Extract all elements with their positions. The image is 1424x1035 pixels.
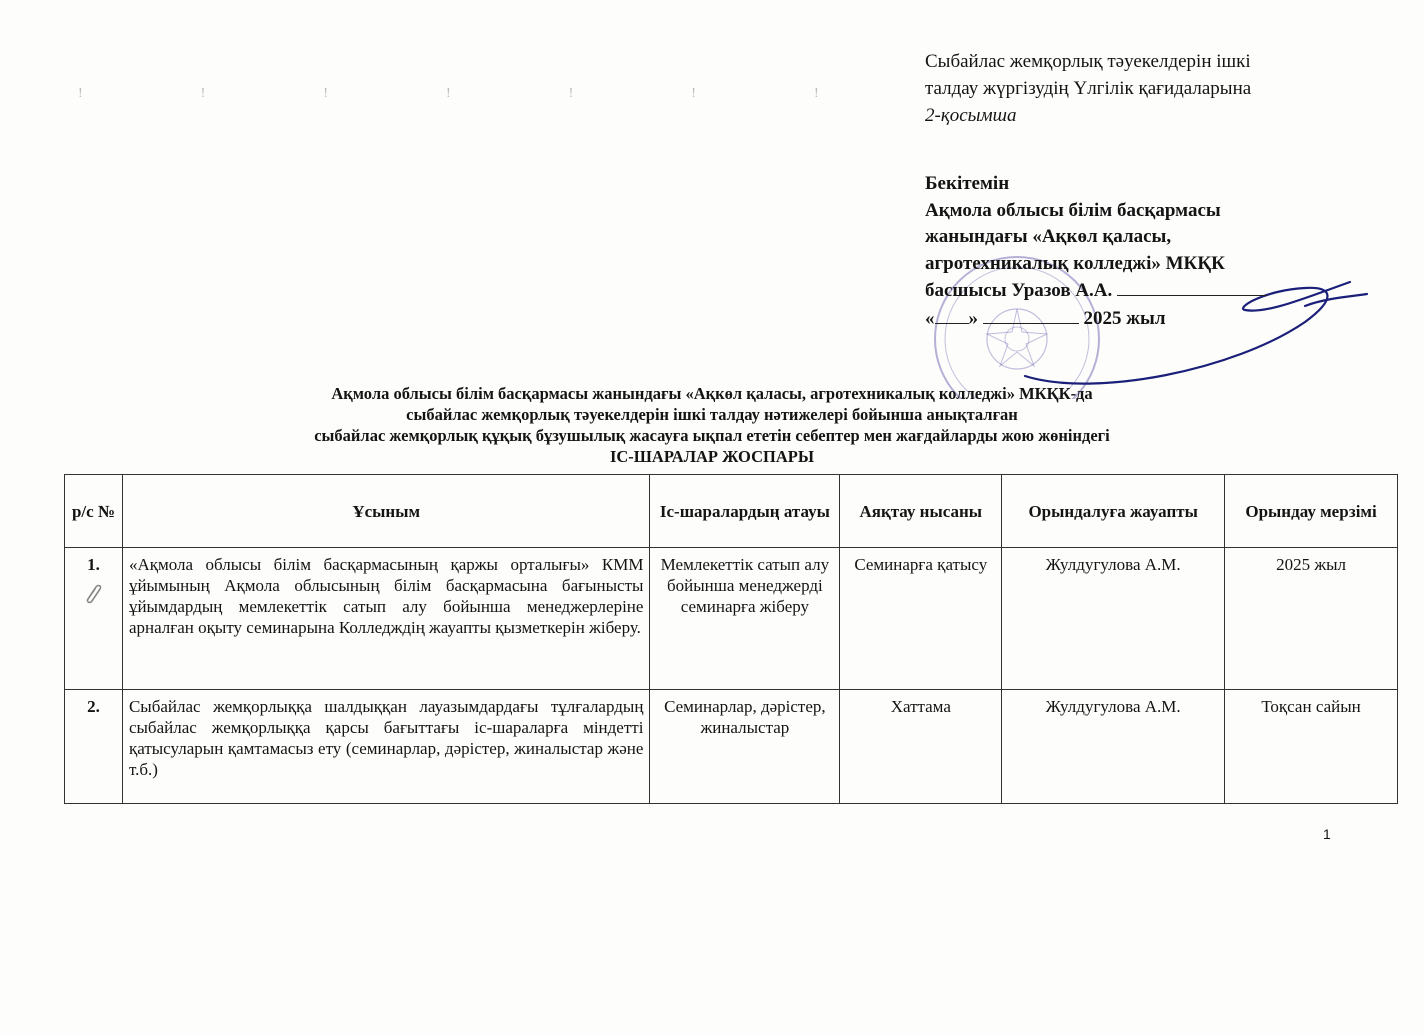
heading-title: ІС-ШАРАЛАР ЖОСПАРЫ — [609, 447, 815, 466]
header-responsible: Орындалуға жауапты — [1002, 475, 1225, 548]
row-num: 2. — [87, 697, 100, 716]
header-deadline: Орындау мерзімі — [1225, 475, 1398, 548]
approval-block — [925, 171, 1267, 332]
date-quote-open: « — [925, 307, 935, 329]
approval-org-line-2: жанындағы «Ақкөл қаласы, — [925, 226, 1172, 247]
row-measure: Мемлекеттік сатып алу бойынша менеджерді семинарға жіберу — [650, 548, 840, 690]
table-row — [65, 548, 1398, 690]
header-completion: Аяқтау нысаны — [840, 475, 1002, 548]
row-proposal: Сыбайлас жемқорлыққа шалдыққан лауазымдардағы тұлғалардың сыбайлас жемқорлыққа қарсы бағыттағы іс-шараларға міндетті қатысуларын қамтамасыз ету (семинарлар, дәрістер, жиналыстар және т.б.) — [122, 690, 649, 804]
header-num: р/с № — [65, 475, 123, 548]
signature-blank — [1117, 277, 1267, 296]
row-responsible: Жулдугулова А.М. — [1002, 548, 1225, 690]
measures-table — [64, 474, 1398, 804]
row-measure: Семинарлар, дәрістер, жиналыстар — [650, 690, 840, 804]
head-name: басшысы Уразов А.А. — [925, 280, 1113, 301]
heading-line-2: сыбайлас жемқорлық тәуекелдерін ішкі талдау нәтижелері бойынша анықталған — [406, 405, 1018, 424]
approval-org-line-3: агротехникалық колледжі» МКҚК — [925, 252, 1225, 274]
row-deadline: Тоқсан сайын — [1225, 690, 1398, 804]
row-completion: Хаттама — [840, 690, 1002, 804]
table-header-row — [65, 475, 1398, 548]
header-measure: Іс-шаралардың атауы — [650, 475, 840, 548]
row-deadline: 2025 жыл — [1225, 548, 1398, 690]
approval-head-line — [925, 277, 1267, 305]
heading-line-3: сыбайлас жемқорлық құқық бұзушылық жасауға ықпал ететін себептер мен жағдайларды жою жөніндегі — [314, 426, 1110, 445]
row-num-cell — [65, 690, 123, 804]
document-heading — [0, 383, 1424, 467]
approval-title: Бекітемін — [925, 173, 1010, 194]
scan-marks: !!!!!!! — [78, 86, 937, 101]
table-row — [65, 690, 1398, 804]
paperclip-mark — [83, 583, 103, 605]
month-blank — [983, 305, 1079, 324]
header-proposal: Ұсыным — [122, 475, 649, 548]
date-quote-close: » — [968, 307, 978, 329]
day-blank — [935, 305, 969, 324]
page-number: 1 — [1323, 826, 1331, 842]
heading-line-1: Ақмола облысы білім басқармасы жанындағы «Ақкөл қаласы, агротехникалық колледжі» МКҚК-да — [331, 384, 1093, 403]
annex-number: 2-қосымша — [925, 105, 1017, 126]
annex-line-1: Сыбайлас жемқорлық тәуекелдерін ішкі — [925, 51, 1251, 72]
row-num: 1. — [87, 555, 100, 574]
approval-year: 2025 жыл — [1083, 307, 1166, 329]
approval-org-line-1: Ақмола облысы білім басқармасы — [925, 199, 1221, 221]
annex-line-2: талдау жүргізудің Үлгілік қағидаларына — [925, 78, 1252, 99]
row-num-cell — [65, 548, 123, 690]
row-proposal: «Ақмола облысы білім басқармасының қаржы орталығы» КММ ұйымының Ақмола облысының білім басқармасына бағынысты ұйымдардың мемлекеттік сатып алу бойынша менеджерлеріне арналған оқыту семинарына Колледждің жауапты қызметкерін жіберу. — [122, 548, 649, 690]
row-completion: Семинарға қатысу — [840, 548, 1002, 690]
approval-date-line — [925, 305, 1267, 333]
annex-reference — [925, 48, 1251, 129]
row-responsible: Жулдугулова А.М. — [1002, 690, 1225, 804]
